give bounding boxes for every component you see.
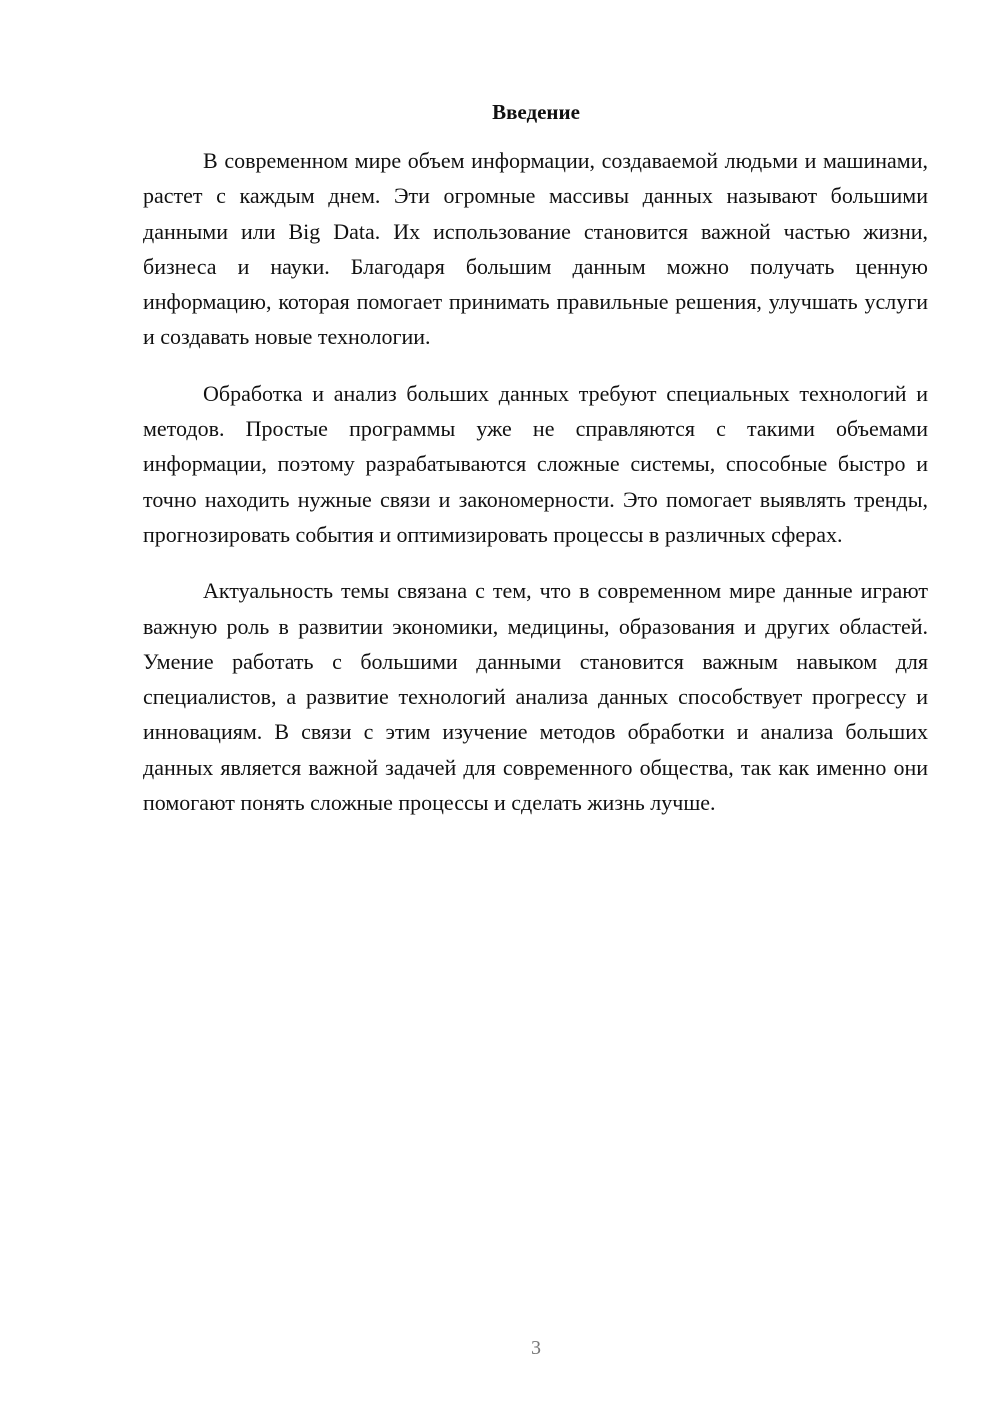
paragraph-3: Актуальность темы связана с тем, что в современном мире данные играют важную роль в развитии экономики, медицины, образования и других областей. Умение работать с большими данными становится важным навыком для специалистов, а развитие технологий анализа данных способствует прогрессу и инновациям. В связи с этим изучение методов обработки и анализа больших данных является важной задачей для современного общества, так как именно они помогают понять сложные процессы и сделать жизнь лучше. <box>143 578 928 816</box>
document-body <box>143 143 928 841</box>
paragraph-2: Обработка и анализ больших данных требуют специальных технологий и методов. Простые программы уже не справляются с такими объемами информации, поэтому разрабатываются сложные системы, способные быстро и точно находить нужные связи и закономерности. Это помогает выявлять тренды, прогнозировать события и оптимизировать процессы в различных сферах. <box>143 380 928 547</box>
page-number: 3 <box>531 1337 541 1359</box>
paragraph-1: В современном мире объем информации, создаваемой людьми и машинами, растет с каждым днем. Эти огромные массивы данных называют большими данными или Big Data. Их использование становится важной частью жизни, бизнеса и науки. Благодаря большим данным можно получать ценную информацию, которая помогает принимать правильные решения, улучшать услуги и создавать новые технологии. <box>143 148 928 350</box>
page-title: Введение <box>492 100 580 124</box>
